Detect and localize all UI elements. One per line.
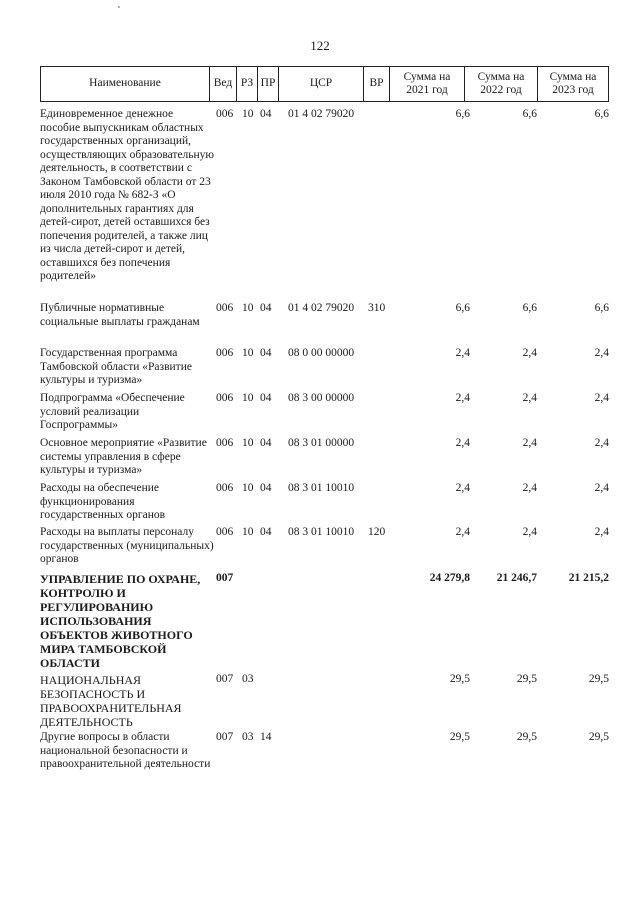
row-sum-2023: 2,4 [594, 482, 609, 494]
header-sum-2022: Сумма на 2022 год [464, 67, 537, 101]
row-sum-2022: 2,4 [522, 347, 537, 359]
row-name: Подпрограмма «Обеспечение условий реализации Госпрограммы» [40, 392, 185, 431]
row-csr: 08 3 01 10010 [288, 482, 355, 494]
row-name: Основное мероприятие «Развитие системы управления в сфере культуры и туризма» [40, 437, 207, 476]
row-pr: 04 [260, 347, 272, 359]
row-name: НАЦИОНАЛЬНАЯ БЕЗОПАСНОСТЬ И ПРАВООХРАНИТЕЛЬНАЯ ДЕЯТЕЛЬНОСТЬ [40, 673, 182, 729]
row-rz: 10 [242, 526, 254, 538]
row-sum-2021: 2,4 [455, 526, 470, 538]
row-ved: 006 [216, 302, 234, 314]
header-vr: ВР [363, 67, 389, 101]
row-sum-2023: 2,4 [594, 437, 609, 449]
table-header [40, 66, 609, 102]
row-sum-2022: 29,5 [516, 673, 537, 685]
scan-speck [118, 6, 120, 8]
row-pr: 04 [260, 392, 272, 404]
row-sum-2021: 2,4 [455, 392, 470, 404]
row-csr: 01 4 02 79020 [288, 108, 355, 120]
row-sum-2023: 6,6 [594, 302, 609, 314]
row-sum-2021: 6,6 [455, 108, 470, 120]
row-pr: 04 [260, 482, 272, 494]
row-pr: 14 [260, 731, 272, 743]
row-sum-2022: 2,4 [522, 392, 537, 404]
row-sum-2022: 6,6 [522, 108, 537, 120]
row-csr: 08 3 01 10010 [288, 526, 355, 538]
row-sum-2021: 29,5 [449, 673, 470, 685]
row-sum-2023: 6,6 [594, 108, 609, 120]
row-rz: 03 [242, 731, 254, 743]
page-number: 122 [310, 38, 330, 53]
row-sum-2022: 2,4 [522, 526, 537, 538]
row-csr: 08 3 00 00000 [288, 392, 355, 404]
row-csr: 08 0 00 00000 [288, 347, 355, 359]
row-sum-2022: 2,4 [522, 437, 537, 449]
row-name: Расходы на обеспечение функционирования государственных органов [40, 482, 166, 521]
row-ved: 006 [216, 108, 234, 120]
row-vr: 310 [368, 302, 386, 314]
row-name: Публичные нормативные социальные выплаты гражданам [40, 302, 200, 328]
row-pr: 04 [260, 526, 272, 538]
header-sum-2023: Сумма на 2023 год [537, 67, 608, 101]
row-ved: 007 [216, 673, 234, 685]
row-vr: 120 [368, 526, 386, 538]
row-ved: 006 [216, 392, 234, 404]
row-sum-2023: 2,4 [594, 347, 609, 359]
row-sum-2021: 2,4 [455, 437, 470, 449]
row-sum-2022: 2,4 [522, 482, 537, 494]
row-rz: 10 [242, 437, 254, 449]
row-ved: 006 [216, 526, 234, 538]
row-ved: 006 [216, 347, 234, 359]
header-name: Наименование [89, 77, 161, 90]
row-sum-2022: 21 246,7 [496, 572, 537, 584]
row-sum-2023: 21 215,2 [568, 572, 609, 584]
row-rz: 10 [242, 108, 254, 120]
row-ved: 006 [216, 437, 234, 449]
row-pr: 04 [260, 108, 272, 120]
row-sum-2021: 2,4 [455, 482, 470, 494]
row-ved: 006 [216, 482, 234, 494]
row-sum-2022: 6,6 [522, 302, 537, 314]
header-sum-2021: Сумма на 2021 год [389, 67, 464, 101]
row-rz: 10 [242, 302, 254, 314]
row-sum-2021: 29,5 [449, 731, 470, 743]
row-name: УПРАВЛЕНИЕ ПО ОХРАНЕ, КОНТРОЛЮ И РЕГУЛИРОВАНИЮ ИСПОЛЬЗОВАНИЯ ОБЪЕКТОВ ЖИВОТНОГО МИРА ТАМБОВСКОЙ ОБЛАСТИ [40, 572, 201, 670]
row-sum-2021: 6,6 [455, 302, 470, 314]
row-rz: 10 [242, 482, 254, 494]
row-ved: 007 [216, 731, 234, 743]
header-rz: РЗ [236, 67, 257, 101]
row-csr: 08 3 01 00000 [288, 437, 355, 449]
header-pr: ПР [257, 67, 278, 101]
header-ved: Вед [209, 67, 236, 101]
row-rz: 10 [242, 347, 254, 359]
row-sum-2023: 2,4 [594, 392, 609, 404]
row-ved: 007 [216, 572, 234, 584]
header-csr: ЦСР [278, 67, 363, 101]
row-csr: 01 4 02 79020 [288, 302, 355, 314]
row-rz: 10 [242, 392, 254, 404]
row-sum-2021: 2,4 [455, 347, 470, 359]
row-sum-2023: 29,5 [588, 673, 609, 685]
row-sum-2023: 2,4 [594, 526, 609, 538]
row-pr: 04 [260, 302, 272, 314]
row-name: Единовременное денежное пособие выпускникам областных государственных организаций, осуществляющих образовательную деятельность, в соответствии с Законом Тамбовской области от 23 июля 2010 года № 682-З «О дополнительных гарантиях для детей-сирот, детей оставшихся без попечения родителей, а также лиц из числа детей-сирот и детей, оставшихся без попечения родителей» [40, 108, 215, 282]
row-sum-2022: 29,5 [516, 731, 537, 743]
row-pr: 04 [260, 437, 272, 449]
row-sum-2023: 29,5 [588, 731, 609, 743]
row-name: Расходы на выплаты персоналу государственных (муниципальных) органов [40, 526, 214, 565]
row-rz: 03 [242, 673, 254, 685]
row-sum-2021: 24 279,8 [429, 572, 470, 584]
row-name: Другие вопросы в области национальной безопасности и правоохранительной деятельности [40, 731, 211, 770]
row-name: Государственная программа Тамбовской области «Развитие культуры и туризма» [40, 347, 192, 386]
